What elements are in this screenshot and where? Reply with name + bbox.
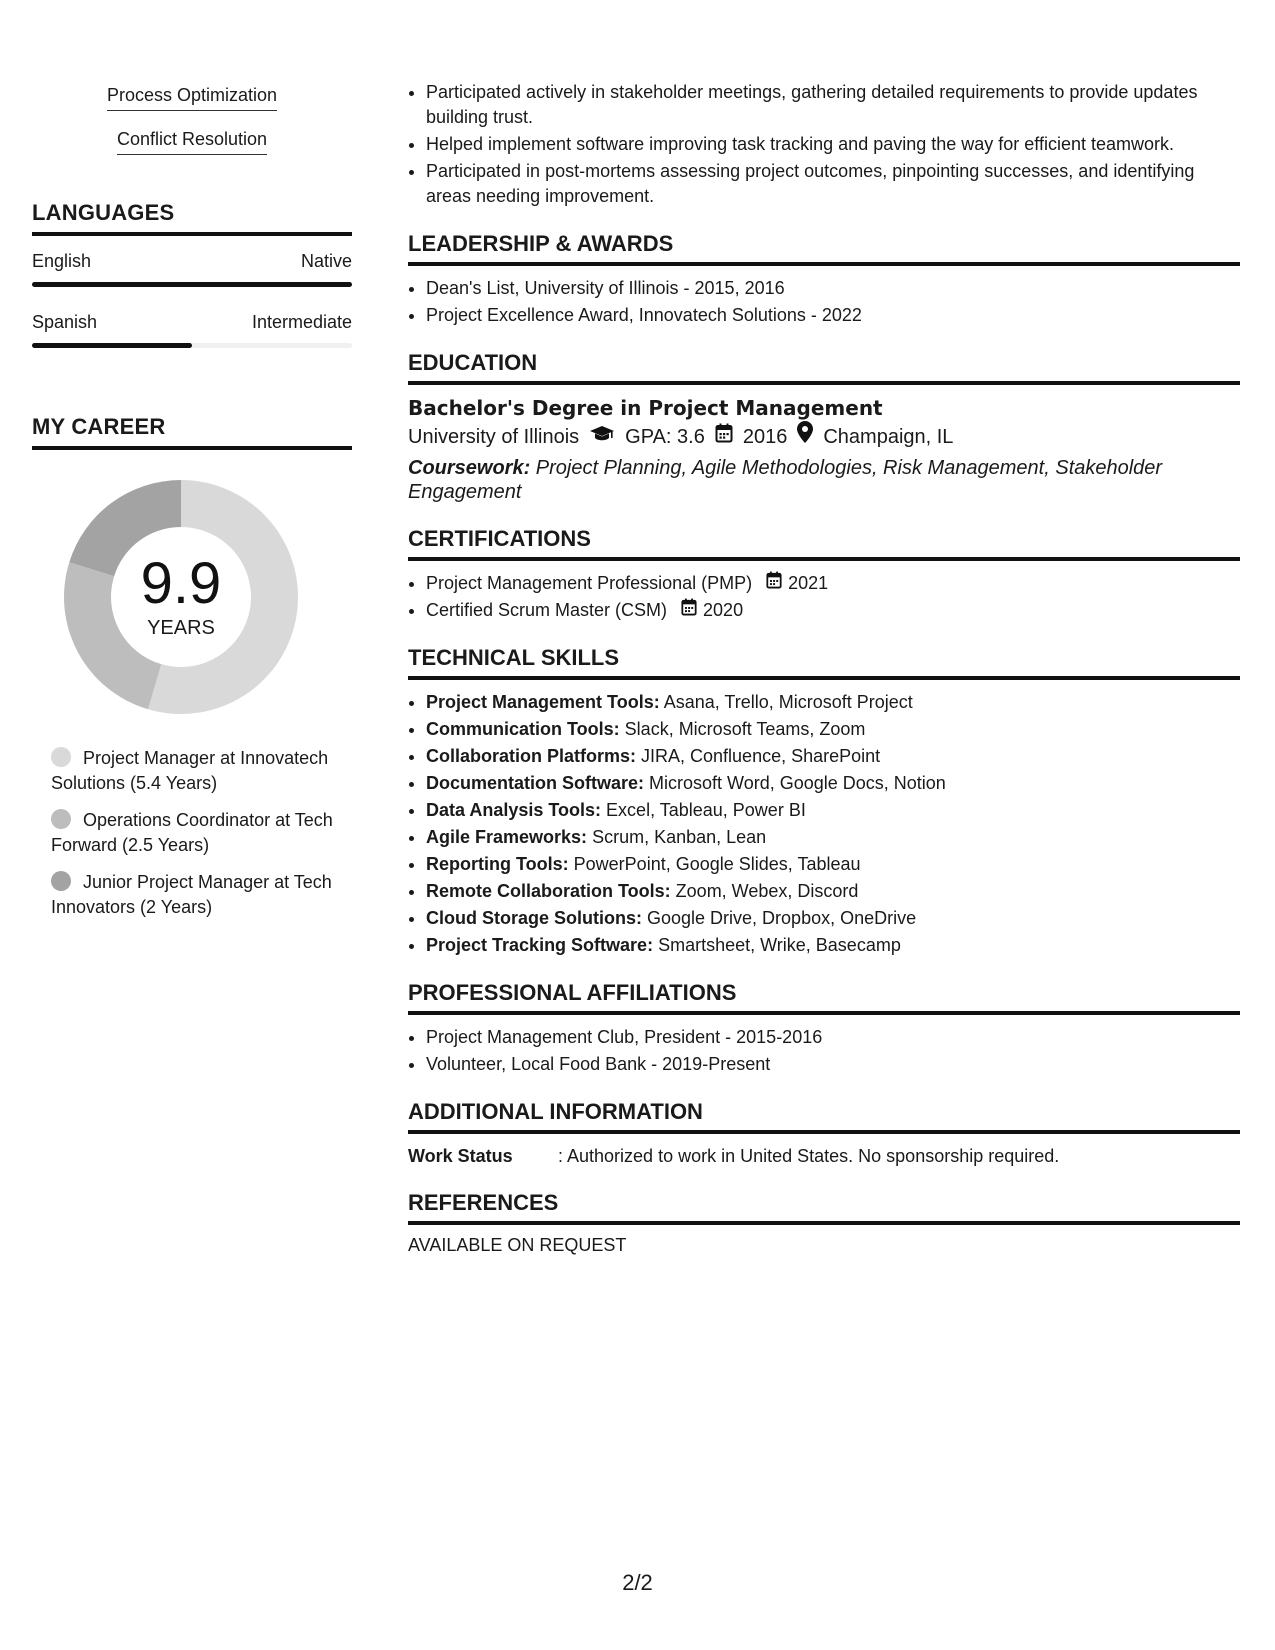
coursework-text: Project Planning, Agile Methodologies, Risk Management, Stakeholder Engagement: [408, 457, 1163, 503]
list-item: [426, 690, 1240, 715]
cert-year: 2021: [788, 573, 829, 593]
education-gpa: GPA: 3.6: [625, 425, 705, 448]
skill-label: Communication Tools:: [426, 719, 620, 739]
list-item: [426, 571, 1240, 596]
skill-value: Zoom, Webex, Discord: [670, 881, 859, 901]
language-bar: [32, 282, 352, 287]
work-status-label: Work Status: [408, 1146, 513, 1166]
certifications-list: [408, 571, 1240, 623]
languages-heading: LANGUAGES: [32, 200, 352, 236]
skill-label: Agile Frameworks:: [426, 827, 588, 847]
legend-label: Operations Coordinator at Tech Forward (2.5 Years): [51, 810, 333, 855]
sidebar: [32, 84, 352, 932]
calendar-icon: [673, 598, 697, 623]
language-item: [32, 250, 352, 287]
skill-value: Google Drive, Dropbox, OneDrive: [642, 908, 917, 928]
language-level: Intermediate: [251, 312, 352, 332]
experience-bullets: [408, 80, 1240, 209]
skill-tag: Conflict Resolution: [117, 128, 267, 155]
skill-tag: Process Optimization: [107, 84, 277, 111]
education-location: Champaign, IL: [823, 425, 954, 448]
coursework: [408, 456, 1240, 504]
coursework-label: Coursework:: [408, 457, 531, 479]
skill-value: Scrum, Kanban, Lean: [587, 827, 767, 847]
work-status-value: : Authorized to work in United States. No sponsorship required.: [558, 1146, 1060, 1166]
technical-skills-heading: TECHNICAL SKILLS: [408, 645, 1240, 680]
page-number: 2/2: [622, 1570, 653, 1595]
skill-value: Excel, Tableau, Power BI: [601, 800, 806, 820]
calendar-icon: [715, 422, 733, 452]
legend-dot: [51, 809, 71, 829]
skill-label: Collaboration Platforms:: [426, 746, 637, 766]
list-item: [426, 771, 1240, 796]
skill-value: PowerPoint, Google Slides, Tableau: [568, 854, 861, 874]
language-level: Native: [300, 251, 352, 271]
leadership-list: [408, 276, 1240, 328]
legend-item: [51, 870, 341, 920]
references-text: AVAILABLE ON REQUEST: [408, 1235, 627, 1255]
list-item: [426, 744, 1240, 769]
career-section: [32, 414, 352, 920]
list-item: • Participated in post-mortems assessing project outcomes, pinpointing successes, and identifying areas needing improvement.: [426, 159, 1240, 209]
technical-skills-list: [408, 690, 1240, 958]
legend-dot: [51, 747, 71, 767]
legend-label: Project Manager at Innovatech Solutions (5.4 Years): [51, 748, 329, 793]
language-item: [32, 311, 352, 348]
list-item: • Helped implement software improving task tracking and paving the way for efficient teamwork.: [426, 132, 1240, 157]
skill-label: Reporting Tools:: [426, 854, 569, 874]
location-pin-icon: [797, 421, 813, 452]
skill-value: Microsoft Word, Google Docs, Notion: [644, 773, 946, 793]
career-total-years: 9.9: [140, 551, 222, 616]
list-item: [426, 852, 1240, 877]
skill-value: Slack, Microsoft Teams, Zoom: [619, 719, 866, 739]
graduation-cap-icon: [589, 422, 615, 452]
calendar-icon: [758, 571, 782, 596]
list-item: [426, 798, 1240, 823]
list-item: [426, 879, 1240, 904]
list-item: [426, 906, 1240, 931]
leadership-heading: LEADERSHIP & AWARDS: [408, 231, 1240, 266]
education-school: University of Illinois: [408, 425, 580, 448]
education-heading: EDUCATION: [408, 350, 1240, 385]
career-unit: YEARS: [147, 617, 215, 639]
skill-value: JIRA, Confluence, SharePoint: [636, 746, 881, 766]
work-status-row: [408, 1144, 1240, 1168]
career-donut-chart: [56, 472, 306, 722]
cert-name: • Certified Scrum Master (CSM): [426, 600, 668, 620]
affiliations-list: [408, 1025, 1240, 1077]
language-name: English: [32, 251, 92, 271]
list-item: • Dean's List, University of Illinois - 2015, 2016: [426, 276, 1240, 301]
cert-year: 2020: [703, 600, 744, 620]
list-item: [426, 933, 1240, 958]
legend-label: Junior Project Manager at Tech Innovators (2 Years): [51, 872, 332, 917]
skill-label: Cloud Storage Solutions:: [426, 908, 642, 928]
language-name: Spanish: [32, 312, 98, 332]
skill-label: Data Analysis Tools:: [426, 800, 602, 820]
skill-label: Project Tracking Software:: [426, 935, 654, 955]
cert-name: • Project Management Professional (PMP): [426, 573, 753, 593]
education-details: [408, 421, 1240, 452]
skill-tags: [32, 84, 352, 155]
legend-item: [51, 746, 341, 796]
legend-dot: [51, 871, 71, 891]
language-bar-fill: [32, 282, 352, 287]
education-year: 2016: [742, 425, 788, 448]
list-item: [426, 825, 1240, 850]
list-item: • Project Excellence Award, Innovatech Solutions - 2022: [426, 303, 1240, 328]
skill-label: Documentation Software:: [426, 773, 645, 793]
main-content: [408, 80, 1240, 1256]
legend-item: [51, 808, 341, 858]
list-item: • Participated actively in stakeholder meetings, gathering detailed requirements to provide updates building trust.: [426, 80, 1240, 130]
career-heading: MY CAREER: [32, 414, 352, 450]
certifications-heading: CERTIFICATIONS: [408, 526, 1240, 561]
references-heading: REFERENCES: [408, 1190, 1240, 1225]
additional-info-heading: ADDITIONAL INFORMATION: [408, 1099, 1240, 1134]
list-item: • Project Management Club, President - 2015-2016: [426, 1025, 1240, 1050]
skill-label: Project Management Tools:: [426, 692, 660, 712]
list-item: [426, 717, 1240, 742]
affiliations-heading: PROFESSIONAL AFFILIATIONS: [408, 980, 1240, 1015]
list-item: • Volunteer, Local Food Bank - 2019-Present: [426, 1052, 1240, 1077]
skill-value: Smartsheet, Wrike, Basecamp: [653, 935, 901, 955]
skill-value: Asana, Trello, Microsoft Project: [659, 692, 913, 712]
education-degree: Bachelor's Degree in Project Management: [408, 396, 883, 420]
skill-label: Remote Collaboration Tools:: [426, 881, 671, 901]
language-bar-fill: [32, 343, 192, 348]
career-legend: [51, 746, 352, 920]
language-bar: [32, 343, 352, 348]
list-item: [426, 598, 1240, 623]
